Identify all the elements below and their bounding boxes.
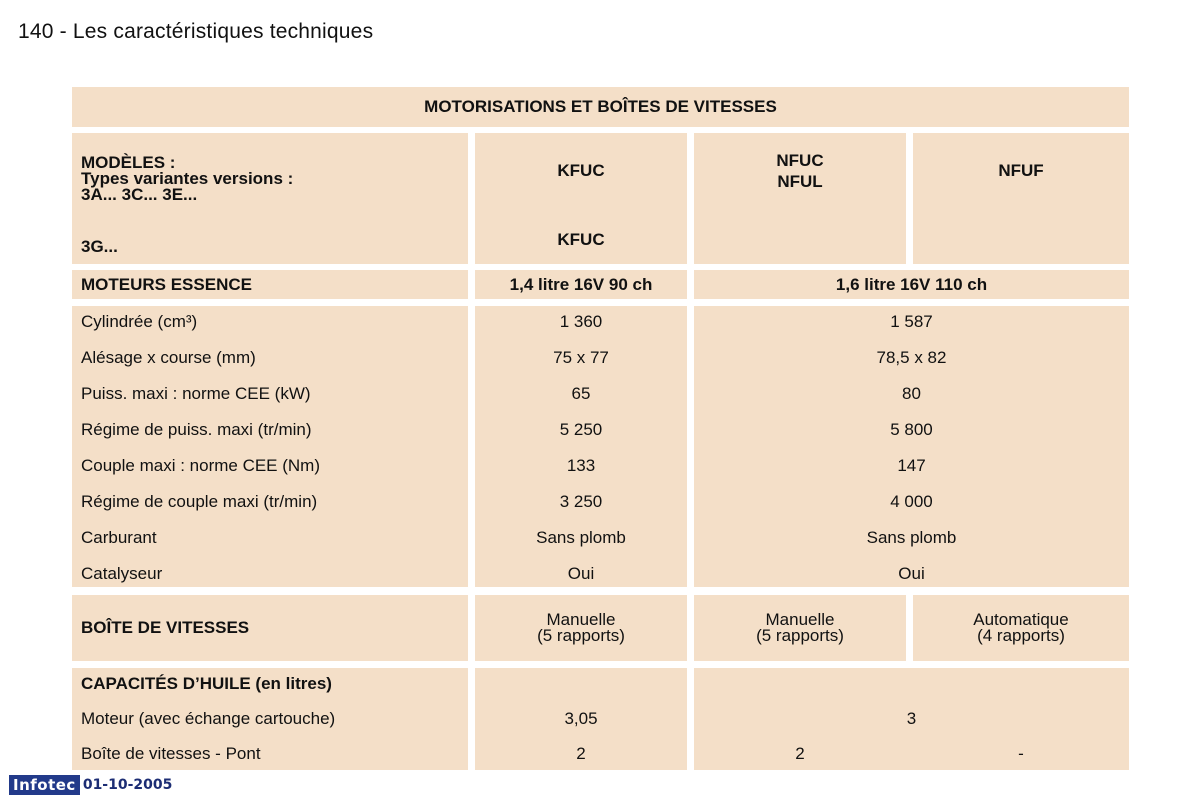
spec-value: Sans plomb xyxy=(866,528,957,547)
spec-value: Sans plomb xyxy=(536,528,626,547)
spec-label: Régime de couple maxi (tr/min) xyxy=(81,492,318,511)
models-label-line3: 3A... 3C... 3E... xyxy=(81,185,198,204)
spec-value: 80 xyxy=(902,384,921,403)
engines-col1: 1,4 litre 16V 90 ch xyxy=(509,274,653,294)
gearbox-col2-line2: (5 rapports) xyxy=(756,626,844,645)
gearbox-col3-cell xyxy=(913,595,1129,661)
engines-col1-cell xyxy=(475,270,687,299)
spec-value: 147 xyxy=(897,456,926,475)
oil-engine-v1: 3,05 xyxy=(564,709,598,728)
spec-value: 5 800 xyxy=(890,420,933,439)
engines-col2: 1,6 litre 16V 110 ch xyxy=(835,274,988,294)
oil-gearbox-v2: 2 xyxy=(795,744,805,763)
models-col2-cell xyxy=(694,133,906,264)
footer-date: 01-10-2005 xyxy=(82,777,173,793)
models-col2-line1: NFUC xyxy=(776,151,824,170)
oil-engine-v2: 3 xyxy=(906,709,917,728)
models-label-cell xyxy=(72,133,468,264)
specs-label-cell xyxy=(72,306,468,587)
oil-label: CAPACITÉS D’HUILE (en litres) xyxy=(81,674,332,693)
spec-value: 1 360 xyxy=(559,312,603,331)
gearbox-col1-line2: (5 rapports) xyxy=(537,626,625,645)
oil-engine-label: Moteur (avec échange cartouche) xyxy=(81,709,336,728)
oil-gearbox-v1: 2 xyxy=(576,744,586,763)
spec-value: 133 xyxy=(566,456,596,475)
spec-label: Cylindrée (cm³) xyxy=(81,312,198,331)
spec-label: Puiss. maxi : norme CEE (kW) xyxy=(81,384,311,403)
spec-label: Carburant xyxy=(81,528,157,547)
models-col1-bottom: KFUC xyxy=(557,230,605,249)
models-label-line4: 3G... xyxy=(81,237,118,256)
models-label-line2: Types variantes versions : xyxy=(81,169,294,188)
spec-value: 5 250 xyxy=(559,420,603,439)
oil-col1-cell xyxy=(475,668,687,770)
engines-col2-cell xyxy=(694,270,1129,299)
spec-value: 78,5 x 82 xyxy=(876,348,947,367)
oil-gearbox-label: Boîte de vitesses - Pont xyxy=(81,744,261,763)
spec-value: Oui xyxy=(567,564,595,583)
spec-value: Oui xyxy=(898,564,925,583)
oil-label-cell xyxy=(72,668,468,770)
gearbox-col3-line2: (4 rapports) xyxy=(977,626,1065,645)
engines-label: MOTEURS ESSENCE xyxy=(81,274,252,294)
models-col1-cell xyxy=(475,133,687,264)
models-col1-top: KFUC xyxy=(557,161,605,180)
table-heading xyxy=(72,87,1129,127)
spec-value: 65 xyxy=(571,384,591,403)
spec-value: 75 x 77 xyxy=(553,348,609,367)
gearbox-col1-cell xyxy=(475,595,687,661)
gearbox-col3-line1: Automatique xyxy=(973,610,1069,629)
spec-value: 1 587 xyxy=(890,312,933,331)
table-heading-text: MOTORISATIONS ET BOÎTES DE VITESSES xyxy=(424,97,777,116)
oil-gearbox-v3: - xyxy=(1018,744,1024,763)
models-col3: NFUF xyxy=(998,161,1044,180)
infotec-logo: Infotec xyxy=(9,775,80,795)
spec-label: Alésage x course (mm) xyxy=(81,348,256,367)
footer xyxy=(9,774,172,796)
page-title: 140 - Les caractéristiques techniques xyxy=(18,20,374,43)
gearbox-label: BOÎTE DE VITESSES xyxy=(81,618,250,637)
spec-value: 3 250 xyxy=(559,492,603,511)
gearbox-col1-line1: Manuelle xyxy=(546,610,616,629)
gearbox-col2-line1: Manuelle xyxy=(765,610,835,629)
gearbox-label-cell xyxy=(72,595,468,661)
engines-label-cell xyxy=(72,270,468,299)
models-col3-cell xyxy=(913,133,1129,264)
gearbox-col2-cell xyxy=(694,595,906,661)
models-label-line1: MODÈLES : xyxy=(81,153,176,172)
models-col2-line2: NFUL xyxy=(777,172,823,191)
spec-label: Couple maxi : norme CEE (Nm) xyxy=(81,456,321,475)
spec-value: 4 000 xyxy=(890,492,933,511)
specs-col1-cell xyxy=(475,306,687,587)
oil-col2-cell xyxy=(694,668,1129,770)
specs-col2-cell xyxy=(694,306,1129,587)
spec-label: Régime de puiss. maxi (tr/min) xyxy=(81,420,312,439)
spec-label: Catalyseur xyxy=(81,564,163,583)
